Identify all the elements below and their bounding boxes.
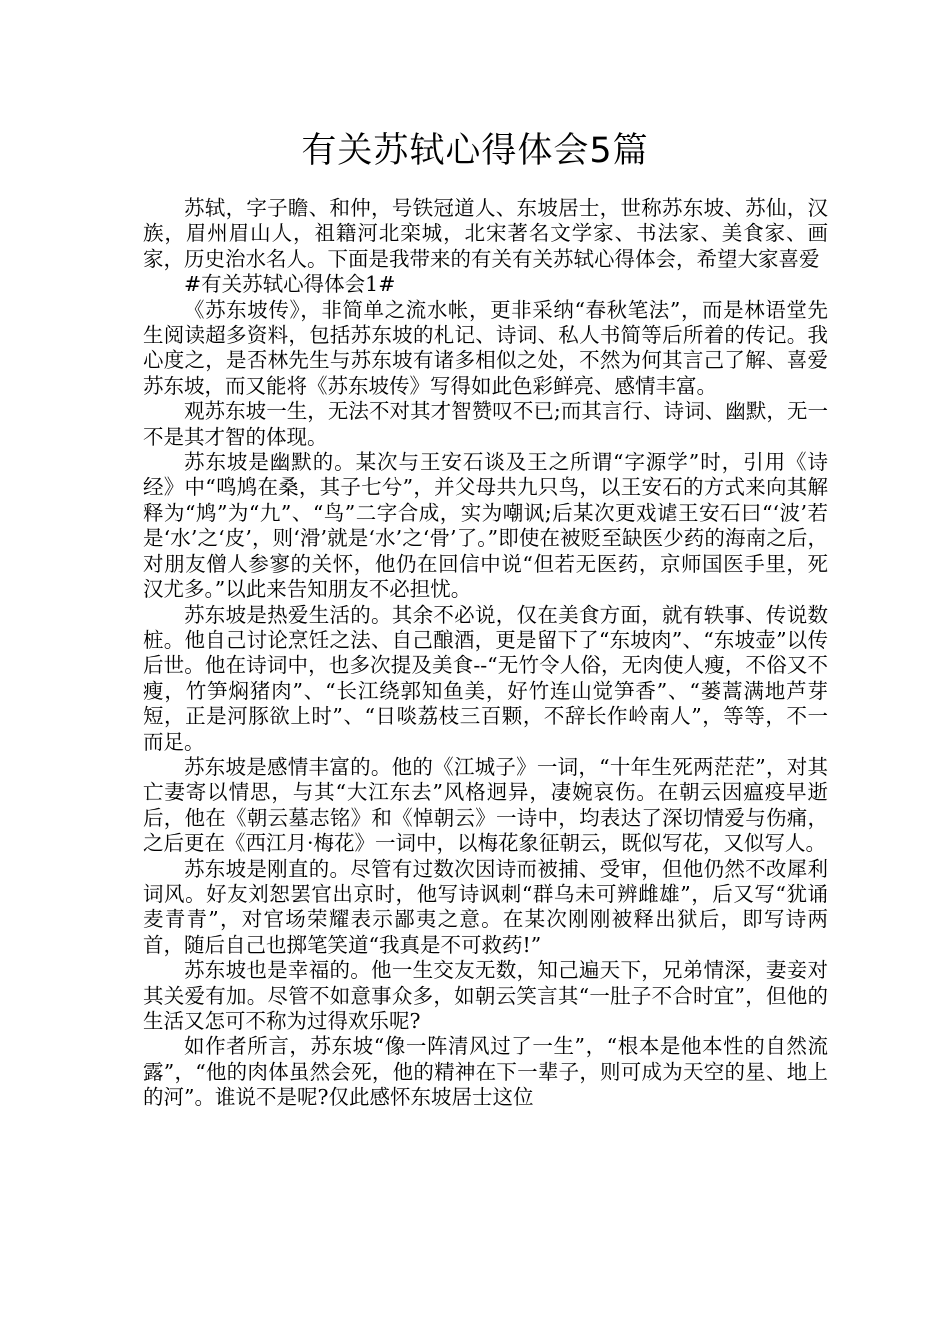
paragraph-talent: 观苏东坡一生，无法不对其才智赞叹不已;而其言行、诗词、幽默，无一不是其才智的体现。 (143, 399, 828, 449)
document-title: 有关苏轼心得体会5篇 (301, 131, 649, 171)
paragraph-humor: 苏东坡是幽默的。某次与王安石谈及王之所谓“字源学”时，引用《诗经》中“鸣鸠在桑，其子七兮”，并父母共九只鸟，以王安石的方式来向其解释为“鸠”为“九”、“鸟”二字合成，实为嘲讽;后某次更戏谑王安石曰“‘波’若是‘水’之‘皮’，则‘滑’就是‘水’之‘骨’了。”即使在被贬至缺医少药的海南之后，对朋友僧人参寥的关怀，他仍在回信中说“但若无医药，京师国医手里，死汉尤多。”以此来告知朋友不必担忧。 (143, 450, 828, 602)
document-body (143, 196, 828, 1111)
paragraph-love-of-life: 苏东坡是热爱生活的。其余不必说，仅在美食方面，就有轶事、传说数桩。他自己讨论烹饪之法、自己酿酒，更是留下了“东坡肉”、“东坡壶”以传后世。他在诗词中，也多次提及美食--“无竹令人俗，无肉使人瘦，不俗又不瘦，竹笋焖猪肉”、“长江绕郭知鱼美，好竹连山觉笋香”、“蒌蒿满地芦芽短，正是河豚欲上时”、“日啖荔枝三百颗，不辞长作岭南人”，等等，不一而足。 (143, 602, 828, 754)
paragraph-conclusion: 如作者所言，苏东坡“像一阵清风过了一生”，“根本是他本性的自然流露”，“他的肉体虽然会死，他的精神在下一辈子，则可成为天空的星、地上的河”。谁说不是呢?仅此感怀东坡居士这位 (143, 1034, 828, 1110)
paragraph-intro: 苏轼，字子瞻、和仲，号铁冠道人、东坡居士，世称苏东坡、苏仙，汉族，眉州眉山人，祖籍河北栾城，北宋著名文学家、书法家、美食家、画家，历史治水名人。下面是我带来的有关有关苏轼心得体会，希望大家喜爱 (143, 196, 828, 271)
paragraph-uprightness: 苏东坡是刚直的。尽管有过数次因诗而被捕、受审，但他仍然不改犀利词风。好友刘恕罢官出京时，他写诗讽刺“群乌未可辨雌雄”，后又写“犹诵麦青青”，对官场荣耀表示鄙夷之意。在某次刚刚被释出狱后，即写诗两首，随后自己也掷笔笑道“我真是不可救药!” (143, 856, 828, 957)
section-heading-1: #有关苏轼心得体会1# (184, 272, 396, 297)
paragraph-happiness: 苏东坡也是幸福的。他一生交友无数，知己遍天下，兄弟情深，妻妾对其关爱有加。尽管不如意事众多，如朝云笑言其“一肚子不合时宜”，但他的生活又怎可不称为过得欢乐呢? (143, 958, 828, 1033)
paragraph-biography-review: 《苏东坡传》，非简单之流水帐，更非采纳“春秋笔法”，而是林语堂先生阅读超多资料，包括苏东坡的札记、诗词、私人书简等后所着的传记。我心度之，是否林先生与苏东坡有诸多相似之处，不然为何其言己了解、喜爱苏东坡，而又能将《苏东坡传》写得如此色彩鲜亮、感情丰富。 (143, 297, 828, 398)
paragraph-emotion: 苏东坡是感情丰富的。他的《江城子》一词，“十年生死两茫茫”，对其亡妻寄以情思，与其“大江东去”风格迥异，凄婉哀伤。在朝云因瘟疫早逝后，他在《朝云墓志铭》和《悼朝云》一诗中，均表达了深切情爱与伤痛，之后更在《西江月·梅花》一词中，以梅花象征朝云，既似写花，又似写人。 (143, 754, 828, 856)
